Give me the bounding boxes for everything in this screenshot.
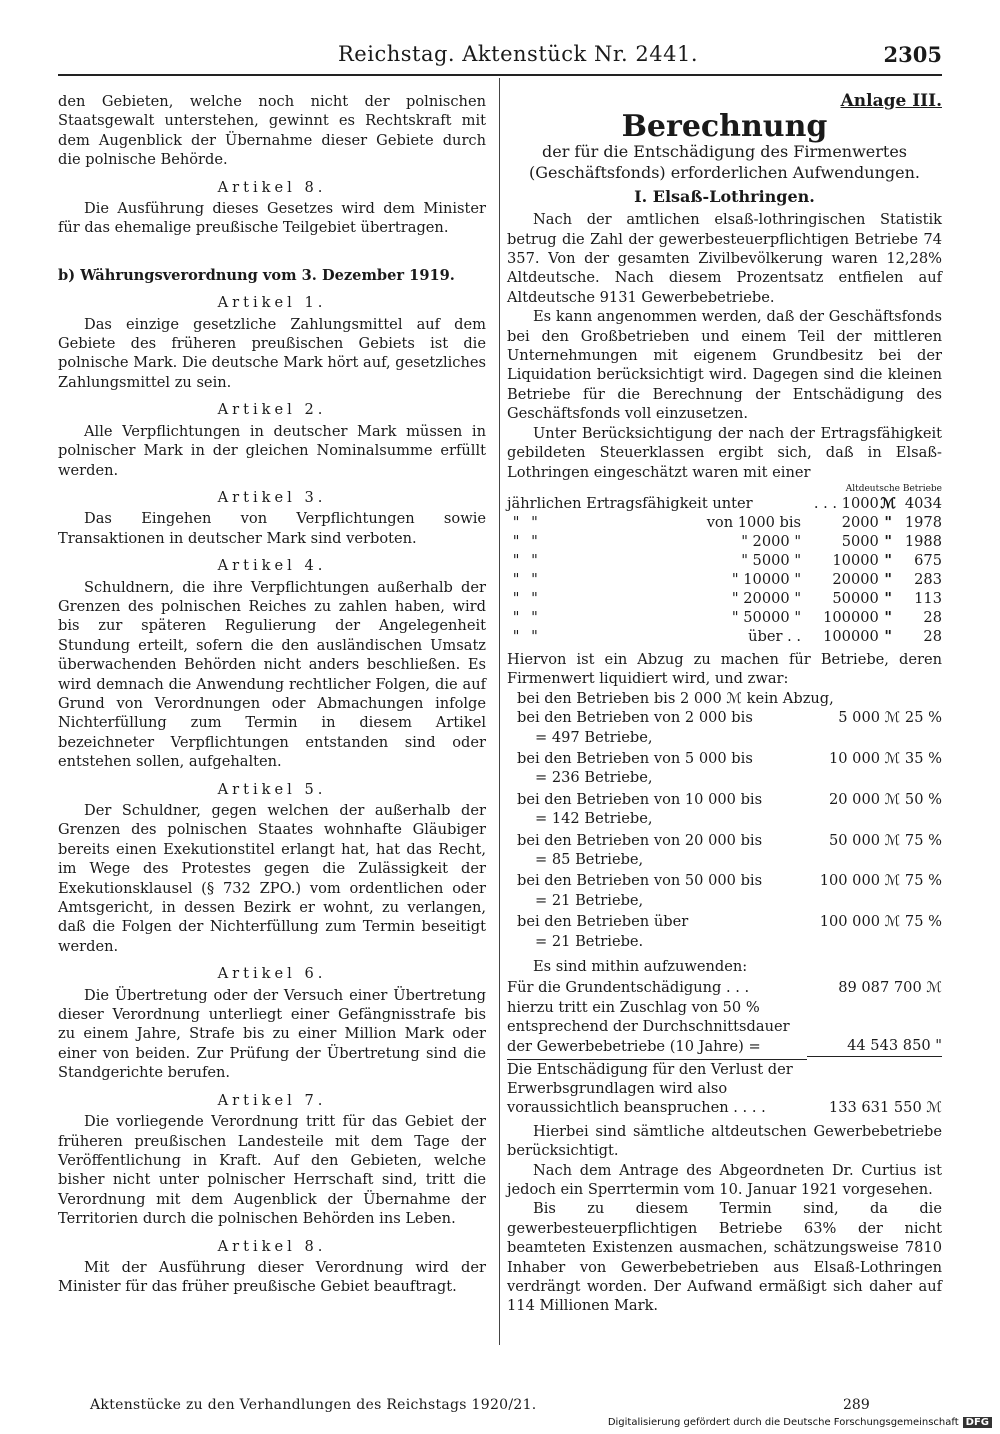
ertrag-row bbox=[507, 570, 942, 589]
row-count: 283 bbox=[914, 570, 942, 588]
abzug-range: bei den Betrieben von 5 000 bis bbox=[517, 749, 753, 767]
abzug-line bbox=[507, 708, 942, 727]
abzug-range: bei den Betrieben über bbox=[517, 913, 689, 931]
row-unit: " bbox=[884, 532, 892, 550]
running-title: Reichstag. Aktenstück Nr. 2441. bbox=[338, 42, 699, 66]
anlage-label: Anlage III. bbox=[840, 91, 942, 111]
section-b-heading: b) Währungsverordnung vom 3. Dezember 1919. bbox=[58, 266, 455, 284]
sum-intro: Es sind mithin aufzuwenden: bbox=[533, 958, 748, 975]
abzug-amount: 10 000 ℳ 35 % bbox=[828, 749, 942, 767]
sum3-label: Die Entschädigung für den Verlust der Erwerbsgrundlagen wird also voraussichtlich beanspruchen . . . . bbox=[507, 1060, 793, 1117]
sum-row bbox=[507, 1060, 942, 1118]
abzug-line bbox=[507, 749, 942, 768]
row-count: 4034 bbox=[904, 494, 942, 512]
statistik-paragraph: Nach der amtlichen elsaß-lothringischen Statistik betrug die Zahl der gewerbesteuerpflichtigen Betriebe 74 357. Von der gesamten Zivilbevölkerung waren 12,28% Altdeutsche. Nach diesem Prozentsatz entfielen auf Altdeutsche 9131 Gewerbebetriebe. bbox=[507, 211, 942, 306]
credit-text: Digitalisierung gefördert durch die Deutsche Forschungsgemeinschaft bbox=[607, 1417, 959, 1428]
row-to: 5000 bbox=[841, 532, 879, 550]
abzug-count: = 236 Betriebe, bbox=[535, 769, 653, 787]
abzug-range: bei den Betrieben von 10 000 bis bbox=[517, 790, 763, 808]
abzug-count: = 142 Betriebe, bbox=[535, 810, 653, 828]
ertrag-row bbox=[507, 513, 942, 532]
row-to: . . . 1000 bbox=[813, 494, 879, 512]
row-to: 2000 bbox=[841, 513, 879, 531]
sum2-label: hierzu tritt ein Zuschlag von 50 % entsprechend der Durchschnittsdauer der Gewerbebetriebe (10 Jahre) = bbox=[507, 998, 790, 1055]
ertrag-row bbox=[507, 627, 942, 646]
article-8b-text: Mit der Ausführung dieser Verordnung wird der Minister für das früher preußische Gebiet beauftragt. bbox=[58, 1258, 486, 1296]
abzug-first: bei den Betrieben bis 2 000 ℳ kein Abzug, bbox=[517, 689, 834, 707]
ditto-mark: " bbox=[512, 589, 520, 607]
calc-title: Berechnung bbox=[621, 109, 828, 145]
row-count: 28 bbox=[923, 608, 942, 626]
row-unit: " bbox=[884, 627, 892, 645]
article-7-heading: Artikel 7. bbox=[217, 1091, 327, 1109]
hierbei-paragraph: Hierbei sind sämtliche altdeutschen Gewerbebetriebe berücksichtigt. bbox=[507, 1122, 942, 1160]
abzug-item bbox=[507, 708, 942, 747]
abzug-amount: 50 000 ℳ 75 % bbox=[828, 831, 942, 849]
page-header bbox=[58, 40, 942, 76]
sum-total-table bbox=[507, 1060, 942, 1118]
ditto-mark: " bbox=[531, 551, 538, 569]
sum-row bbox=[507, 998, 942, 1056]
row-unit: " bbox=[884, 608, 892, 626]
abzug-line bbox=[507, 831, 942, 850]
abzug-range: bei den Betrieben von 50 000 bis bbox=[517, 872, 763, 890]
ditto-mark: " bbox=[512, 513, 520, 531]
calc-subtitle: der für die Entschädigung des Firmenwertes (Geschäftsfonds) erforderlichen Aufwendungen. bbox=[529, 141, 920, 182]
ditto-mark: " bbox=[512, 627, 520, 645]
row-to: 100000 bbox=[823, 627, 879, 645]
ditto-mark: " bbox=[531, 608, 538, 626]
column-divider bbox=[499, 78, 500, 1345]
row-from: " 20000 " bbox=[731, 589, 802, 607]
article-3-heading: Artikel 3. bbox=[217, 488, 327, 506]
row-to: 50000 bbox=[832, 589, 879, 607]
dfg-logo: DFG bbox=[963, 1417, 992, 1428]
article-4-heading: Artikel 4. bbox=[217, 557, 327, 575]
ertrag-row bbox=[507, 551, 942, 570]
ertrag-row bbox=[507, 532, 942, 551]
right-column bbox=[507, 92, 942, 1316]
article-8a-text: Die Ausführung dieses Gesetzes wird dem Minister für das ehemalige preußische Teilgebiet übertragen. bbox=[58, 200, 486, 237]
row-unit: " bbox=[884, 551, 892, 569]
abzug-count: = 21 Betriebe. bbox=[535, 932, 644, 950]
section-heading: I. Elsaß-Lothringen. bbox=[634, 186, 815, 206]
abzug-amount: 100 000 ℳ 75 % bbox=[819, 872, 942, 890]
ditto-mark: " bbox=[531, 570, 538, 588]
abzug-count: = 21 Betriebe, bbox=[535, 891, 644, 909]
left-column bbox=[58, 92, 486, 1297]
abzug-range: bei den Betrieben von 20 000 bis bbox=[517, 831, 763, 849]
article-1-text: Das einzige gesetzliche Zahlungsmittel auf dem Gebiete des früheren preußischen Gebiets ist die polnische Mark. Die deutsche Mark hört auf, gesetzliches Zahlungsmittel zu sein. bbox=[58, 315, 486, 391]
footer-source: Aktenstücke zu den Verhandlungen des Reichstags 1920/21. bbox=[90, 1397, 537, 1413]
abzug-count: = 85 Betriebe, bbox=[535, 850, 644, 868]
abzug-line bbox=[507, 912, 942, 931]
row-unit: " bbox=[884, 570, 892, 588]
ditto-mark: " bbox=[512, 570, 520, 588]
ertrag-row bbox=[507, 608, 942, 627]
row-count: 113 bbox=[914, 589, 942, 607]
article-4-text: Schuldnern, die ihre Verpflichtungen außerhalb der Grenzen des polnischen Reiches zu zahlen haben, wird bis zur späteren Regulierung der Angelegenheit Stundung erteilt, sofern die den ausländischen Umsatz überwachenden Behörden nicht anders beschließen. Es wird demnach die Anwendung rechtlicher Folgen, die auf Grund von Verordnungen oder Abmachungen infolge Nichterfüllung zum Termin in diesem Artikel bezeichneter Verpflichtungen entstanden sind oder entstehen sollen, aufgehalten. bbox=[58, 578, 486, 771]
article-5-text: Der Schuldner, gegen welchen der außerhalb der Grenzen des polnischen Staates wohnhafte Gläubiger bereits einen Exekutionstitel erlangt hat, hat das Recht, im Wege des Protestes gegen die Zulässigkeit der Exekutionsklausel (§ 732 ZPO.) vom ordentlichen oder Amtsgericht, in dessen Bezirk er wohnt, zu verlangen, daß die Folgen der Nichterfüllung zum Termin beseitigt werden. bbox=[58, 802, 486, 955]
abzug-list bbox=[507, 708, 942, 951]
abzug-item bbox=[507, 831, 942, 870]
row-label: jährlichen Ertragsfähigkeit unter bbox=[507, 494, 753, 512]
sum2-value: 44 543 850 " bbox=[807, 998, 942, 1056]
row-from: von 1000 bis bbox=[706, 513, 802, 531]
ertrag-table bbox=[507, 494, 942, 646]
row-unit: " bbox=[884, 589, 892, 607]
abzug-paragraph: Hiervon ist ein Abzug zu machen für Betriebe, deren Firmenwert liquidiert wird, und zwar: bbox=[507, 650, 942, 688]
row-unit: ℳ bbox=[880, 494, 896, 512]
row-count: 675 bbox=[914, 551, 942, 569]
abzug-amount: 20 000 ℳ 50 % bbox=[828, 790, 942, 808]
article-6-heading: Artikel 6. bbox=[217, 965, 327, 983]
abzug-amount: 100 000 ℳ 75 % bbox=[819, 913, 942, 931]
header-rule bbox=[58, 74, 942, 76]
article-2-heading: Artikel 2. bbox=[217, 401, 327, 419]
ditto-mark: " bbox=[531, 513, 538, 531]
footer-page: 289 bbox=[843, 1397, 870, 1413]
abzug-range: bei den Betrieben von 2 000 bis bbox=[517, 709, 753, 727]
row-count: 28 bbox=[923, 627, 942, 645]
page-number: 2305 bbox=[883, 42, 942, 67]
sum1-label: Für die Grundentschädigung . . . bbox=[507, 979, 750, 997]
intro-paragraph: den Gebieten, welche noch nicht der polnischen Staatsgewalt unterstehen, gewinnt es Rechtskraft mit dem Augenblick der Übernahme dieser Gebiete durch die polnische Behörde. bbox=[58, 93, 486, 169]
sum3-value: 133 631 550 ℳ bbox=[828, 1099, 942, 1117]
ertrag-row bbox=[507, 494, 942, 513]
article-5-heading: Artikel 5. bbox=[217, 780, 327, 798]
ditto-mark: " bbox=[512, 608, 520, 626]
article-2-text: Alle Verpflichtungen in deutscher Mark müssen in polnischer Mark in der gleichen Nominalsumme erfüllt werden. bbox=[58, 422, 486, 479]
abzug-line bbox=[507, 871, 942, 890]
abzug-item bbox=[507, 790, 942, 829]
row-count: 1988 bbox=[904, 532, 942, 550]
sperrtermin-paragraph: Bis zu diesem Termin sind, da die gewerbesteuerpflichtigen Betriebe 63% der nicht beamteten Existenzen ausmachen, schätzungsweise 7810 Inhaber von Gewerbebetrieben aus Elsaß-Lothringen verdrängt worden. Der Aufwand ermäßigt sich daher auf 114 Millionen Mark. bbox=[507, 1200, 942, 1315]
ditto-mark: " bbox=[531, 532, 538, 550]
row-unit: " bbox=[884, 513, 892, 531]
abzug-item bbox=[507, 912, 942, 951]
article-7-text: Die vorliegende Verordnung tritt für das Gebiet der früheren preußischen Landesteile mit dem Tage der Veröffentlichung in Kraft. Auf den Gebieten, welche bisher nicht unter polnischer Herrschaft sind, tritt die Verordnung mit dem Augenblick der Übernahme der Territorien durch die polnischen Behörden ins Leben. bbox=[58, 1113, 486, 1228]
row-to: 20000 bbox=[832, 570, 879, 588]
row-from: über . . bbox=[748, 627, 802, 645]
ditto-mark: " bbox=[531, 589, 538, 607]
row-to: 10000 bbox=[832, 551, 879, 569]
geschaeftsfonds-paragraph: Es kann angenommen werden, daß der Geschäftsfonds bei den Großbetrieben und einem Teil der mittleren Unternehmungen mit eigenem Grundbesitz bei der Liquidation berücksichtigt wird. Dagegen sind die kleinen Betriebe für die Berechnung der Entschädigung des Geschäftsfonds voll einzusetzen. bbox=[507, 308, 942, 423]
sum-row bbox=[507, 978, 942, 997]
article-8a-heading: Artikel 8. bbox=[217, 178, 327, 196]
row-from: " 2000 " bbox=[741, 532, 802, 550]
ditto-mark: " bbox=[531, 627, 538, 645]
ertrag-row bbox=[507, 589, 942, 608]
abzug-line bbox=[507, 790, 942, 809]
abzug-amount: 5 000 ℳ 25 % bbox=[838, 709, 942, 727]
abzug-count: = 497 Betriebe, bbox=[535, 728, 653, 746]
sum1-value: 89 087 700 ℳ bbox=[838, 979, 942, 997]
ditto-mark: " bbox=[512, 551, 520, 569]
abzug-item bbox=[507, 749, 942, 788]
article-8b-heading: Artikel 8. bbox=[217, 1237, 327, 1255]
digitization-credit bbox=[608, 1417, 992, 1428]
row-count: 1978 bbox=[904, 513, 942, 531]
sum-table bbox=[507, 978, 942, 1056]
ditto-mark: " bbox=[512, 532, 520, 550]
steuerklassen-paragraph: Unter Berücksichtigung der nach der Ertragsfähigkeit gebildeten Steuerklassen ergibt sich, daß in Elsaß-Lothringen eingeschätzt waren mit einer bbox=[507, 424, 942, 481]
article-1-heading: Artikel 1. bbox=[217, 294, 327, 312]
row-from: " 50000 " bbox=[731, 608, 802, 626]
article-6-text: Die Übertretung oder der Versuch einer Übertretung dieser Verordnung unterliegt einer Gefängnisstrafe bis zu einem Jahre, Strafe bis zu einer Million Mark oder einer von beiden. Zur Prüfung der Übertretung sind die Standgerichte berufen. bbox=[58, 986, 486, 1082]
row-to: 100000 bbox=[823, 608, 879, 626]
row-from: " 10000 " bbox=[731, 570, 802, 588]
article-3-text: Das Eingehen von Verpflichtungen sowie Transaktionen in deutscher Mark sind verboten. bbox=[58, 510, 486, 547]
antrag-paragraph: Nach dem Antrage des Abgeordneten Dr. Curtius ist jedoch ein Sperrtermin vom 10. Januar 1921 vorgesehen. bbox=[507, 1161, 942, 1198]
abzug-item bbox=[507, 871, 942, 910]
row-from: " 5000 " bbox=[741, 551, 802, 569]
table-column-header: Altdeutsche Betriebe bbox=[845, 483, 942, 494]
